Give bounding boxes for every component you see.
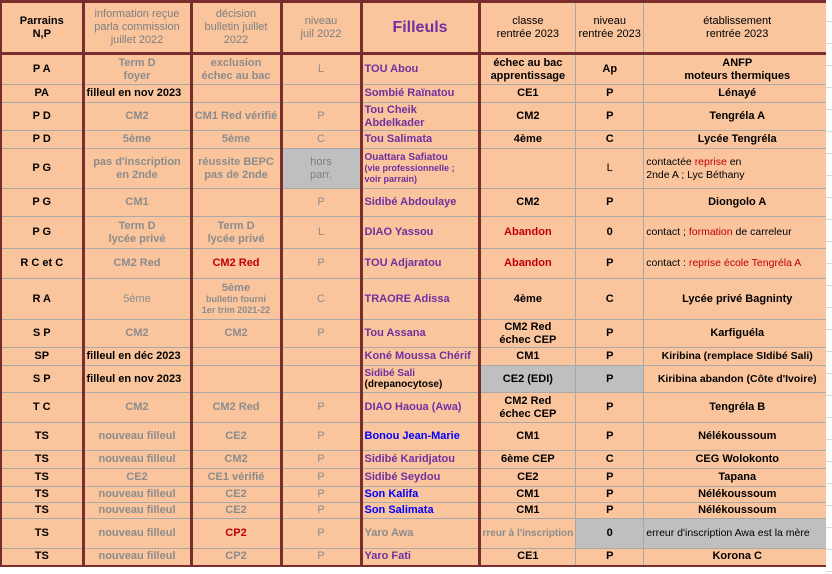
cell-decision[interactable]: CM2 Red (191, 249, 281, 279)
cell-etablissement[interactable]: Nélékoussoum (644, 423, 831, 451)
cell-info[interactable]: filleul en nov 2023 (83, 85, 191, 103)
cell-classe[interactable]: CM2 Red échec CEP (479, 320, 576, 348)
table-row (1, 249, 831, 279)
table-row (1, 85, 831, 103)
cell-classe[interactable] (479, 149, 576, 189)
cell-decision[interactable] (191, 85, 281, 103)
table-row (1, 423, 831, 451)
cell-niveau-2023[interactable]: P (576, 393, 644, 423)
cell-niveau[interactable] (281, 348, 361, 366)
cell-niveau[interactable]: P (281, 103, 361, 131)
cell-parrain[interactable]: S P (1, 320, 83, 348)
cell-filleul[interactable]: Koné Moussa Chérif (361, 348, 479, 366)
cell-decision[interactable]: CE2 (191, 487, 281, 503)
cell-niveau[interactable]: P (281, 549, 361, 566)
cell-info[interactable]: filleul en déc 2023 (83, 348, 191, 366)
cell-info[interactable]: CM2 (83, 320, 191, 348)
cell-parrain[interactable]: SP (1, 348, 83, 366)
table-row (1, 217, 831, 249)
cell-niveau-2023[interactable]: P (576, 469, 644, 487)
table-row (1, 149, 831, 189)
cell-etablissement[interactable]: contact ; formation de carreleur (644, 217, 831, 249)
table-row (1, 487, 831, 503)
cell-classe[interactable]: CM2 (479, 103, 576, 131)
cell-classe[interactable]: CM1 (479, 423, 576, 451)
cell-niveau-2023[interactable]: P (576, 249, 644, 279)
cell-decision[interactable] (191, 189, 281, 217)
cell-info[interactable]: 5ème (83, 131, 191, 149)
cell-niveau-2023[interactable]: 0 (576, 217, 644, 249)
cell-etablissement[interactable]: Nélékoussoum (644, 487, 831, 503)
cell-etablissement[interactable]: Korona C (644, 549, 831, 566)
cell-decision[interactable] (191, 348, 281, 366)
cell-parrain[interactable]: R A (1, 279, 83, 320)
cell-parrain[interactable]: T C (1, 393, 83, 423)
cell-decision[interactable]: 5ème bulletin fourni 1er trim 2021-22 (191, 279, 281, 320)
cell-niveau-2023[interactable]: C (576, 131, 644, 149)
cell-niveau[interactable]: P (281, 469, 361, 487)
cell-parrain[interactable]: P G (1, 217, 83, 249)
cell-filleul[interactable]: Sombié Raïnatou (361, 85, 479, 103)
cell-etablissement[interactable]: Kiribina (remplace SIdibé Sali) (644, 348, 831, 366)
cell-parrain[interactable]: P D (1, 103, 83, 131)
cell-etablissement[interactable]: Tengréla B (644, 393, 831, 423)
cell-decision[interactable]: CE2 (191, 423, 281, 451)
cell-niveau-2023[interactable]: P (576, 487, 644, 503)
table-row (1, 393, 831, 423)
empty-column-strip (826, 0, 832, 574)
cell-info[interactable]: CE2 (83, 469, 191, 487)
cell-parrain[interactable]: PA (1, 85, 83, 103)
cell-niveau-2023[interactable]: 0 (576, 519, 644, 549)
header-parrains[interactable]: Parrains N,P (1, 2, 83, 54)
cell-niveau-2023[interactable]: P (576, 366, 644, 393)
cell-classe[interactable]: CM1 (479, 348, 576, 366)
cell-niveau-2023[interactable]: P (576, 423, 644, 451)
cell-decision[interactable]: CE1 vérifié (191, 469, 281, 487)
cell-classe[interactable]: CE1 (479, 85, 576, 103)
cell-parrain[interactable]: TS (1, 451, 83, 469)
cell-filleul[interactable]: Yaro Fati (361, 549, 479, 566)
cell-niveau-2023[interactable]: P (576, 85, 644, 103)
cell-parrain[interactable]: P G (1, 149, 83, 189)
cell-info[interactable]: nouveau filleul (83, 487, 191, 503)
cell-niveau[interactable]: P (281, 519, 361, 549)
cell-decision[interactable]: CM1 Red vérifié (191, 103, 281, 131)
table-row (1, 451, 831, 469)
cell-filleul[interactable]: Bonou Jean-Marie (361, 423, 479, 451)
cell-niveau[interactable]: P (281, 487, 361, 503)
cell-etablissement[interactable]: Tapana (644, 469, 831, 487)
cell-niveau[interactable]: P (281, 189, 361, 217)
cell-decision[interactable]: CP2 (191, 549, 281, 566)
cell-niveau[interactable]: P (281, 393, 361, 423)
cell-etablissement[interactable]: Lénayé (644, 85, 831, 103)
cell-etablissement[interactable]: contactée reprise en 2nde A ; Lyc Béthany (644, 149, 831, 189)
cell-decision[interactable]: réussite BEPC pas de 2nde (191, 149, 281, 189)
cell-niveau[interactable]: P (281, 423, 361, 451)
cell-niveau[interactable]: P (281, 451, 361, 469)
cell-info[interactable]: 5ème (83, 279, 191, 320)
cell-parrain[interactable]: TS (1, 469, 83, 487)
table-row (1, 519, 831, 549)
cell-filleul[interactable]: DIAO Haoua (Awa) (361, 393, 479, 423)
cell-parrain[interactable]: S P (1, 366, 83, 393)
cell-classe[interactable]: échec au bac apprentissage (479, 54, 576, 85)
cell-info[interactable]: CM2 Red (83, 249, 191, 279)
cell-filleul[interactable]: Sidibé Sali (drepanocytose) (361, 366, 479, 393)
cell-classe[interactable]: rreur à l'inscription (479, 519, 576, 549)
cell-parrain[interactable]: P G (1, 189, 83, 217)
cell-decision[interactable]: 5ème (191, 131, 281, 149)
cell-etablissement[interactable]: Lycée Tengréla (644, 131, 831, 149)
cell-parrain[interactable]: TS (1, 423, 83, 451)
cell-niveau-2023[interactable]: Ap (576, 54, 644, 85)
cell-niveau-2023[interactable]: P (576, 103, 644, 131)
cell-decision[interactable]: Term D lycée privé (191, 217, 281, 249)
cell-filleul[interactable]: Sidibé Seydou (361, 469, 479, 487)
cell-filleul[interactable]: Son Salimata (361, 503, 479, 519)
cell-info[interactable]: pas d'inscription en 2nde (83, 149, 191, 189)
cell-classe[interactable]: 4ème (479, 131, 576, 149)
cell-classe[interactable]: Abandon (479, 249, 576, 279)
cell-niveau[interactable]: L (281, 54, 361, 85)
cell-classe[interactable]: CE1 (479, 549, 576, 566)
header-niveau-2022[interactable]: niveau juil 2022 (281, 2, 361, 54)
cell-etablissement[interactable]: Kiribina abandon (Côte d'Ivoire) (644, 366, 831, 393)
header-filleuls[interactable]: Filleuls (361, 2, 479, 54)
cell-niveau-2023[interactable]: L (576, 149, 644, 189)
header-classe[interactable]: classe rentrée 2023 (479, 2, 576, 54)
header-decision[interactable]: décision bulletin juillet 2022 (191, 2, 281, 54)
cell-filleul[interactable]: DIAO Yassou (361, 217, 479, 249)
cell-decision[interactable]: CE2 (191, 503, 281, 519)
cell-niveau[interactable]: P (281, 249, 361, 279)
cell-niveau[interactable]: C (281, 279, 361, 320)
cell-parrain[interactable]: R C et C (1, 249, 83, 279)
cell-decision[interactable]: CM2 Red (191, 393, 281, 423)
cell-info[interactable]: Term D lycée privé (83, 217, 191, 249)
cell-filleul[interactable]: TOU Abou (361, 54, 479, 85)
cell-info[interactable]: nouveau filleul (83, 503, 191, 519)
cell-classe[interactable]: 6ème CEP (479, 451, 576, 469)
table-row (1, 189, 831, 217)
cell-info[interactable]: nouveau filleul (83, 519, 191, 549)
cell-info[interactable]: CM2 (83, 103, 191, 131)
cell-info[interactable]: Term D foyer (83, 54, 191, 85)
cell-niveau[interactable]: hors parr. (281, 149, 361, 189)
table-row (1, 549, 831, 566)
cell-etablissement[interactable]: Tengréla A (644, 103, 831, 131)
cell-niveau-2023[interactable]: P (576, 320, 644, 348)
cell-etablissement[interactable]: erreur d'inscription Awa est la mère (644, 519, 831, 549)
cell-filleul[interactable]: Son Kalifa (361, 487, 479, 503)
cell-classe[interactable]: CE2 (EDI) (479, 366, 576, 393)
cell-etablissement[interactable]: contact : reprise école Tengréla A (644, 249, 831, 279)
cell-filleul[interactable]: Tou Cheik Abdelkader (361, 103, 479, 131)
cell-parrain[interactable]: P A (1, 54, 83, 85)
cell-decision[interactable]: CM2 (191, 451, 281, 469)
cell-etablissement[interactable]: Diongolo A (644, 189, 831, 217)
cell-parrain[interactable]: TS (1, 549, 83, 566)
cell-niveau-2023[interactable]: C (576, 279, 644, 320)
header-information[interactable]: information reçue parla commission juillet 2022 (83, 2, 191, 54)
cell-niveau-2023[interactable]: P (576, 348, 644, 366)
cell-niveau[interactable]: L (281, 217, 361, 249)
table-row (1, 279, 831, 320)
cell-filleul[interactable]: Tou Salimata (361, 131, 479, 149)
cell-classe[interactable]: CM2 Red échec CEP (479, 393, 576, 423)
cell-classe[interactable]: CE2 (479, 469, 576, 487)
cell-niveau[interactable]: C (281, 131, 361, 149)
cell-niveau[interactable]: P (281, 320, 361, 348)
header-niveau-2023[interactable]: niveau rentrée 2023 (576, 2, 644, 54)
header-row (1, 2, 831, 54)
table-row (1, 503, 831, 519)
cell-filleul[interactable]: Tou Assana (361, 320, 479, 348)
cell-niveau[interactable] (281, 85, 361, 103)
cell-niveau-2023[interactable]: P (576, 503, 644, 519)
cell-classe[interactable]: Abandon (479, 217, 576, 249)
cell-classe[interactable]: CM1 (479, 487, 576, 503)
table-row (1, 348, 831, 366)
cell-etablissement[interactable]: CEG Wolokonto (644, 451, 831, 469)
cell-niveau-2023[interactable]: C (576, 451, 644, 469)
cell-parrain[interactable]: TS (1, 519, 83, 549)
table-row (1, 320, 831, 348)
table-row (1, 54, 831, 85)
table-row (1, 366, 831, 393)
cell-classe[interactable]: 4ème (479, 279, 576, 320)
cell-etablissement[interactable]: Karfiguéla (644, 320, 831, 348)
cell-filleul[interactable]: Sidibé Karidjatou (361, 451, 479, 469)
cell-etablissement[interactable]: Nélékoussoum (644, 503, 831, 519)
cell-filleul[interactable]: Sidibé Abdoulaye (361, 189, 479, 217)
cell-info[interactable]: nouveau filleul (83, 549, 191, 566)
header-etablissement[interactable]: établissement rentrée 2023 (644, 2, 831, 54)
cell-info[interactable]: CM2 (83, 393, 191, 423)
cell-filleul[interactable]: TOU Adjaratou (361, 249, 479, 279)
cell-niveau-2023[interactable]: P (576, 549, 644, 566)
cell-classe[interactable]: CM1 (479, 503, 576, 519)
cell-filleul[interactable]: Ouattara Safiatou (vie professionnelle ; voir parrain) (361, 149, 479, 189)
cell-parrain[interactable]: TS (1, 503, 83, 519)
cell-info[interactable]: nouveau filleul (83, 423, 191, 451)
cell-etablissement[interactable]: ANFP moteurs thermiques (644, 54, 831, 85)
cell-decision[interactable]: CP2 (191, 519, 281, 549)
cell-classe[interactable]: CM2 (479, 189, 576, 217)
cell-niveau-2023[interactable]: P (576, 189, 644, 217)
cell-niveau[interactable] (281, 366, 361, 393)
table-row (1, 469, 831, 487)
cell-filleul[interactable]: TRAORE Adissa (361, 279, 479, 320)
table-row (1, 131, 831, 149)
cell-decision[interactable]: CM2 (191, 320, 281, 348)
cell-parrain[interactable]: TS (1, 487, 83, 503)
cell-niveau[interactable]: P (281, 503, 361, 519)
cell-info[interactable]: nouveau filleul (83, 451, 191, 469)
cell-decision[interactable] (191, 366, 281, 393)
cell-info[interactable]: CM1 (83, 189, 191, 217)
cell-filleul[interactable]: Yaro Awa (361, 519, 479, 549)
cell-info[interactable]: filleul en nov 2023 (83, 366, 191, 393)
table-row (1, 103, 831, 131)
cell-decision[interactable]: exclusion échec au bac (191, 54, 281, 85)
cell-parrain[interactable]: P D (1, 131, 83, 149)
cell-etablissement[interactable]: Lycée privé Bagninty (644, 279, 831, 320)
